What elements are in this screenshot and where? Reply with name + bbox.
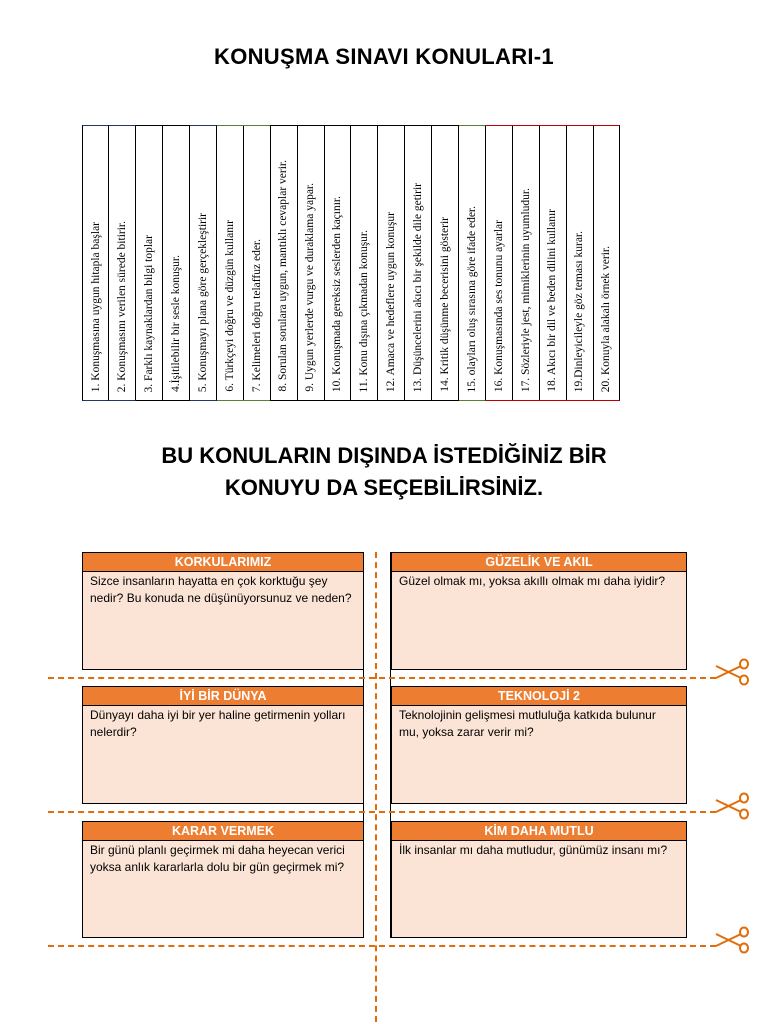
criteria-item [486,125,513,401]
criteria-item-label: 17. Sözleriyle jest, mimiklerinin uyumludur. [519,187,532,392]
criteria-item [324,125,351,401]
criteria-item-label: 16. Konuşmasında ses tonunu ayarlar [492,219,505,392]
criteria-item-label: 15. olayları oluş sırasına göre ifade eder. [465,205,478,392]
criteria-item-label: 19.Dinleyicileyle göz teması kurar. [573,230,586,392]
subtitle [0,440,768,504]
vertical-cut-line [375,552,377,1022]
criteria-item [405,125,432,401]
topic-card-title: KİM DAHA MUTLU [392,822,686,841]
topic-card-text: Dünyayı daha iyi bir yer haline getirmenin yolları nelerdir? [90,708,346,739]
topic-card-title: İYİ BİR DÜNYA [83,687,363,706]
scissors-icon [714,792,750,820]
topic-card-text: İlk insanlar mı daha mutludur, günümüz insanı mı? [399,843,668,857]
criteria-item [109,125,136,401]
subtitle-line-1: BU KONULARIN DIŞINDA İSTEDİĞİNİZ BİR [161,443,607,468]
criteria-item [432,125,459,401]
criteria-item [512,125,539,401]
criteria-item [566,125,593,401]
topic-card-title: KORKULARIMIZ [83,553,363,572]
scissors-icon [714,926,750,954]
topic-card [82,552,364,670]
criteria-item-label: 7. Kelimeleri doğru telaffuz eder. [250,238,263,392]
criteria-item [243,125,270,401]
column-gap [363,552,391,938]
topic-card [391,552,687,670]
topic-card [391,821,687,938]
criteria-item [163,125,190,401]
criteria-item-label: 6. Türkçeyi doğru ve düzgün kullanır [223,220,236,392]
scissors-icon [714,658,750,686]
criteria-item-label: 10. Konuşmada gereksiz seslerden kaçınır. [331,195,344,392]
criteria-table [82,125,620,401]
criteria-item [593,125,620,401]
criteria-item [217,125,244,401]
topic-card-text: Güzel olmak mı, yoksa akıllı olmak mı daha iyidir? [399,574,666,588]
criteria-item [297,125,324,401]
criteria-item [270,125,297,401]
topic-card [391,686,687,804]
topic-card-title: KARAR VERMEK [83,822,363,841]
criteria-item [136,125,163,401]
criteria-item-label: 20. Konuyla alakalı örnek verir. [600,245,613,392]
criteria-item-label: 13. Düşüncelerini akıcı bir şekilde dile getirir [411,182,424,392]
horizontal-cut-line [48,811,716,813]
criteria-item [82,125,109,401]
criteria-item [539,125,566,401]
criteria-item-label: 11. Konu dışına çıkmadan konuşur. [358,229,371,392]
criteria-item-label: 8. Sorulan sorulara uygun, mantıklı cevaplar verir. [277,160,290,392]
page-title: KONUŞMA SINAVI KONULARI-1 [214,44,554,69]
criteria-item-label: 1. Konuşmasına uygun hitapla başlar [89,221,102,392]
criteria-item [378,125,405,401]
criteria-item [459,125,486,401]
criteria-item-label: 2. Konuşmasını verilen sürede bitirir. [116,220,129,392]
topic-card-title: GÜZELİK VE AKIL [392,553,686,572]
topic-card [82,821,364,938]
criteria-item-label: 18. Akıcı bir dil ve beden dilini kullanır [546,209,559,392]
topic-card-text: Teknolojinin gelişmesi mutluluğa katkıda bulunur mu, yoksa zarar verir mi? [399,708,656,739]
topic-card [82,686,364,804]
criteria-item-label: 14. Kritik düşünme becerisini gösterir [438,217,451,392]
criteria-item-label: 5. Konuşmayı plana göre gerçekleştirir [196,212,209,392]
topic-card-text: Sizce insanların hayatta en çok korktuğu şey nedir? Bu konuda ne düşünüyorsunuz ve neden? [90,574,352,605]
criteria-item [351,125,378,401]
criteria-item-label: 3. Farklı kaynaklardan bilgi toplar [142,234,155,392]
criteria-item-label: 4.İşitilebilir bir sesle konuşur. [169,254,182,392]
topic-card-text: Bir günü planlı geçirmek mi daha heyecan verici yoksa anlık kararlarla dolu bir gün geçirmek mi? [90,843,345,874]
horizontal-cut-line [48,677,716,679]
criteria-item-label: 12. Amaca ve hedeflere uygun konuşur [385,211,398,392]
horizontal-cut-line [48,945,716,947]
criteria-item-label: 9. Uygun yerlerde vurgu ve duraklama yapar. [304,183,317,392]
subtitle-line-2: KONUYU DA SEÇEBİLİRSİNİZ. [224,475,544,500]
topic-card-title: TEKNOLOJİ 2 [392,687,686,706]
criteria-item [190,125,217,401]
